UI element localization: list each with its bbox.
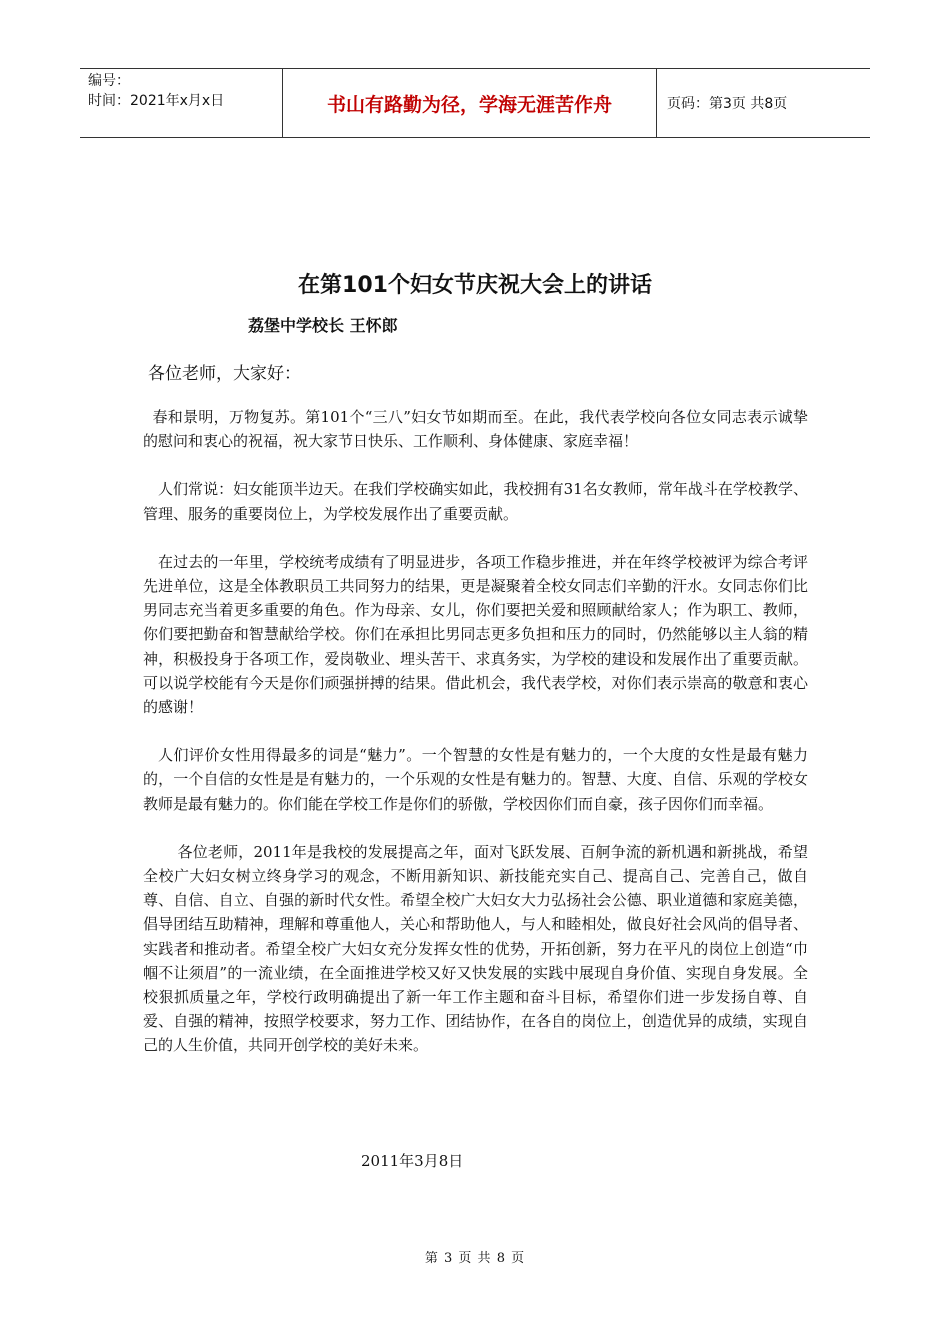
document-date: 2011年3月8日 (361, 1152, 464, 1170)
date-label: 时间：2021年x月x日 (88, 93, 225, 109)
header-meta-cell (80, 69, 283, 137)
paragraph-3: 在过去的一年里，学校统考成绩有了明显进步，各项工作稳步推进，并在年终学校被评为综合考评先进单位，这是全体教职员工共同努力的结果，更是凝聚着全校女同志们辛勤的汗水。女同志你们比男同志充当着更多重要的角色。作为母亲、女儿，你们要把关爱和照顾献给家人；作为职工、教师，你们要把勤奋和智慧献给学校。你们在承担比男同志更多负担和压力的同时，仍然能够以主人翁的精神，积极投身于各项工作，爱岗敬业、埋头苦干、求真务实，为学校的建设和发展作出了重要贡献。可以说学校能有今天是你们顽强拼搏的结果。借此机会，我代表学校，对你们表示崇高的敬意和衷心的感谢！ (143, 552, 808, 717)
paragraph-5: 各位老师，2011年是我校的发展提高之年，面对飞跃发展、百舸争流的新机遇和新挑战，希望全校广大妇女树立终身学习的观念，不断用新知识、新技能充实自己、提高自己、完善自己，做自尊、自信、自立、自强的新时代女性。希望全校广大妇女大力弘扬社会公德、职业道德和家庭美德，倡导团结互助精神，理解和尊重他人，关心和帮助他人，与人和睦相处，做良好社会风尚的倡导者、实践者和推动者。希望全校广大妇女充分发挥女性的优势，开拓创新，努力在平凡的岗位上创造“巾帼不让须眉”的一流业绩，在全面推进学校又好又快发展的实践中展现自身价值、实现自身发展。全校狠抓质量之年，学校行政明确提出了新一年工作主题和奋斗目标，希望你们进一步发扬自尊、自爱、自强的精神，按照学校要求，努力工作、团结协作，在各自的岗位上，创造优异的成绩，实现自己的人生价值，共同开创学校的美好未来。 (143, 842, 808, 1055)
document-title: 在第101个妇女节庆祝大会上的讲话 (298, 273, 652, 298)
document-author: 荔堡中学校长 王怀郎 (248, 316, 398, 335)
document-body (143, 405, 808, 1082)
number-label: 编号： (88, 73, 130, 89)
paragraph-2: 人们常说：妇女能顶半边天。在我们学校确实如此，我校拥有31名女教师，常年战斗在学校教学、管理、服务的重要岗位上，为学校发展作出了重要贡献。 (143, 480, 808, 523)
motto-text: 书山有路勤为径，学海无涯苦作舟 (326, 93, 612, 116)
greeting: 各位老师，大家好： (148, 364, 301, 384)
paragraph-1: 春和景明，万物复苏。第101个“三八”妇女节如期而至。在此，我代表学校向各位女同志表示诚挚的慰问和衷心的祝福，祝大家节日快乐、工作顺利、身体健康、家庭幸福！ (143, 408, 808, 451)
page-footer: 第 3 页 共 8 页 (424, 1251, 526, 1266)
header-page-cell (657, 69, 870, 137)
page-label: 页码：第3页 共8页 (667, 96, 788, 112)
paragraph-4: 人们评价女性用得最多的词是“魅力”。一个智慧的女性是有魅力的，一个大度的女性是最有魅力的，一个自信的女性是是有魅力的，一个乐观的女性是有魅力的。智慧、大度、自信、乐观的学校女教师是最有魅力的。你们能在学校工作是你们的骄傲，学校因你们而自豪，孩子因你们而幸福。 (143, 746, 808, 813)
header-motto-cell (283, 69, 657, 137)
page-header (80, 68, 870, 138)
